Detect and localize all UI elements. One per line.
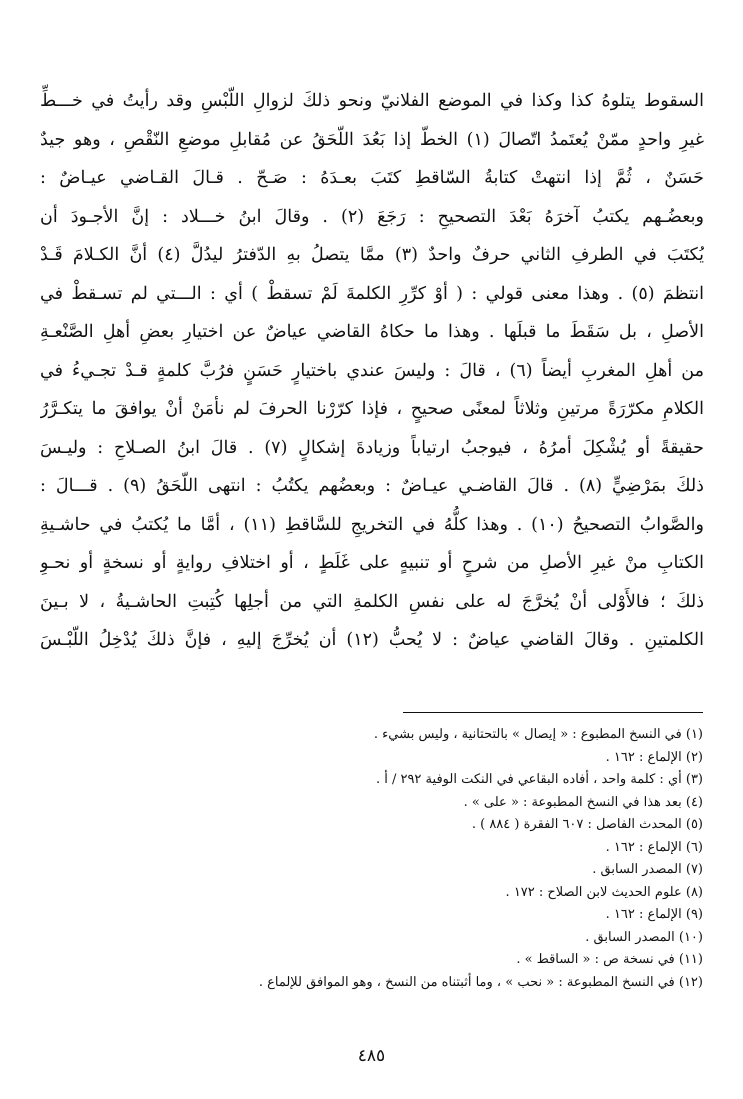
text-line: الكلمتينِ . وقالَ القاضي عياضٌ : لا يُحبُّ (١٢) أن يُخرِّجَ إليهِ ، فإنَّ ذلكَ يُدْخِلُ اللّبْـسَ — [40, 630, 704, 650]
text-line: الكتابِ منْ غيرِ الأصلِ من شرحٍ أو تنبيهٍ على غَلَطٍ ، أو اختلافِ روايةٍ أو نسخةٍ أو نحـوِ — [40, 553, 704, 573]
text-line: من أهلِ المغربِ أيضاً (٦) ، قالَ : وليسَ عندي باختيارٍ حَسَنٍ فرُبَّ كلمةٍ قـدْ تجـيءُ في — [40, 360, 704, 381]
main-text — [40, 82, 704, 660]
page-number: ٤٨٥ — [357, 1046, 386, 1066]
footnote: (٦) الإلماع : ١٦٢ . — [605, 839, 703, 855]
footnote: (١) في النسخ المطبوع : « إيصال » بالتحتانية ، وليس بشيء . — [373, 727, 703, 742]
footnote: (٢) الإلماع : ١٦٢ . — [605, 749, 703, 765]
footnote: (١٠) المصدر السابق . — [585, 929, 703, 945]
footnote: (٧) المصدر السابق . — [592, 862, 703, 877]
footnote: (٣) أي : كلمة واحد ، أفاده البقاعي في النكت الوفية ٢٩٢ / أ . — [375, 772, 703, 787]
text-line: ذلكَ ؛ فالأَوْلى أنْ يُخرَّجَ له على نفسِ الكلمةِ التي من أجلِها كُتِبتِ الحاشـيةُ ، لا بـينَ — [40, 591, 704, 612]
text-line: انتظمَ (٥) . وهذا معنى قولي : ( أوْ كرِّرِ الكلمةَ لَمْ تسقطْ ) أي : الـــتي لم تسـقطْ في — [40, 283, 704, 304]
footnotes — [63, 724, 703, 994]
text-line: والصَّوابُ التصحيحُ (١٠) . وهذا كلُّهُ في التخريجِ للسَّاقطِ (١١) ، أمَّا ما يُكتبُ في حاشـيةِ — [40, 514, 704, 535]
text-line: الأصلِ ، بل سَقَطَ ما قبلَها . وهذا ما حكاهُ القاضي عياضٌ عن اختيارِ بعضِ أهلِ الصَّنْعـةِ — [40, 322, 704, 342]
footnote: (٨) علوم الحديث لابن الصلاح : ١٧٢ . — [505, 884, 703, 900]
text-line: السقوط يتلوهُ كذا وكذا في الموضع الفلانيّ ونحو ذلكَ لزوالِ اللّبْسِ وقد رأيتُ في خـــطِّ — [40, 91, 704, 111]
text-line: الكلامِ مكرّرَةً مرتينِ وثلاثاً لمعنًى صحيحٍ ، فإذا كرّرْنا الحرفَ لم نأمَنْ أنْ يوافقَ ما يتكـرَّرُ — [40, 399, 704, 419]
footnote-separator — [403, 712, 703, 713]
text-line: حقيقةً أو يُشْكِلَ أمرُهُ ، فيوجبُ ارتياباً وزيادةَ إشكالٍ (٧) . قالَ ابنُ الصـلاحِ : وليـسَ — [40, 437, 704, 458]
text-line: حَسَنٌ ، ثُمَّ إذا انتهتْ كتابةُ السّاقطِ كتَبَ بعـدَهُ : صَـحّ . قـالَ القـاضي عيـاضٌ : — [40, 168, 704, 188]
footnote: (٩) الإلماع : ١٦٢ . — [605, 907, 703, 922]
footnote: (١٢) في النسخ المطبوعة : « نحب » ، وما أثبتناه من النسخ ، وهو الموافق للإلماع . — [258, 974, 703, 990]
text-line: يُكتَبَ في الطرفِ الثاني حرفٌ واحدٌ (٣) ممَّا يتصلُ بهِ الدّفترُ ليدُلَّ (٤) أنَّ الكـلامَ قَـدْ — [40, 245, 704, 265]
footnote: (٤) بعد هذا في النسخ المطبوعة : « على » . — [463, 794, 703, 810]
text-line: غيرِ واحدٍ ممّنْ يُعتَمدُ اتّصالَ (١) الخطّ إذا بَعُدَ اللّحَقُ عن مُقابلِ موضعِ النّقْصِ ، وهو جيدٌ — [40, 129, 704, 150]
text-line: ذلكَ بمَرْضِيٍّ (٨) . قالَ القاضـي عيـاضٌ : وبعضُهم يكتُبُ : انتهى اللّحَقُ (٩) . قـــالَ : — [40, 476, 704, 496]
footnote: (١١) في نسخة ص : « الساقط » . — [516, 952, 703, 967]
text-line: وبعضُـهم يكتبُ آخرَهُ بَعْدَ التصحيحِ : رَجَعَ (٢) . وقالَ ابنُ خـــلاد : إنَّ الأجـودَ أن — [40, 206, 704, 227]
footnote: (٥) المحدث الفاصل : ٦٠٧ الفقرة ( ٨٨٤ ) . — [471, 817, 703, 832]
